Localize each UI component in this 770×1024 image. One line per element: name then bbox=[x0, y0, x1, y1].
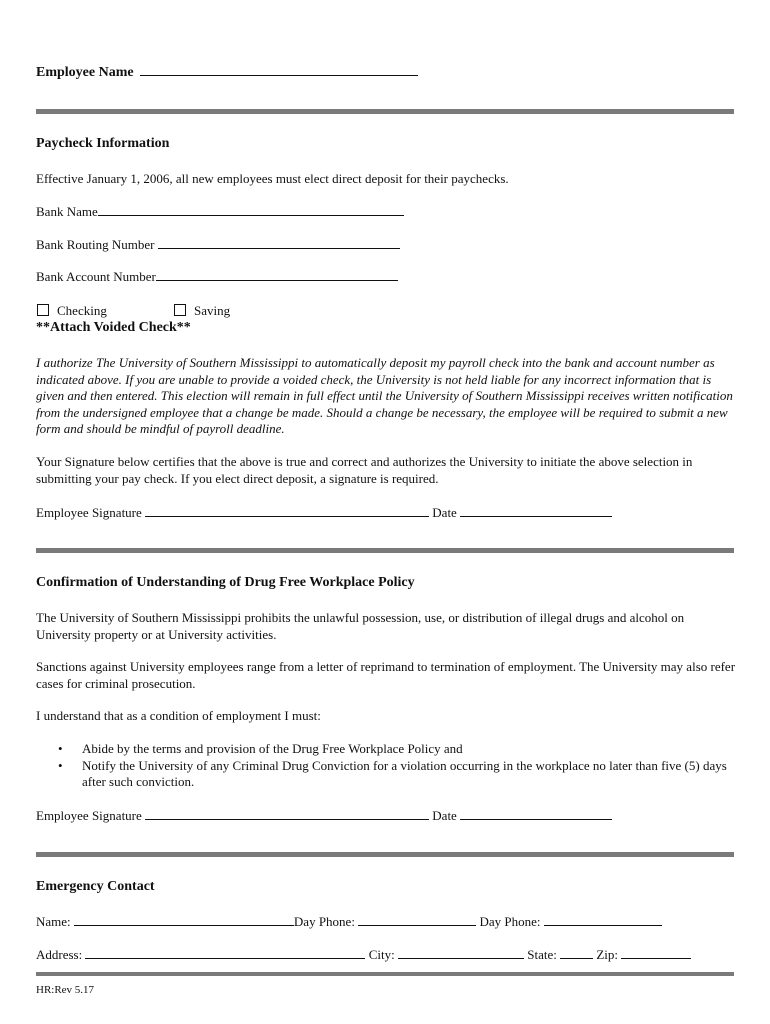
name-label: Name: bbox=[36, 914, 71, 929]
bank-name-label: Bank Name bbox=[36, 204, 98, 219]
list-item bbox=[36, 741, 736, 758]
day-phone-label: Day Phone: bbox=[293, 914, 355, 929]
bullet-marker: • bbox=[58, 741, 63, 756]
drug-policy-para1: The University of Southern Mississippi prohibits the unlawful possession, use, or distribution of illegal drugs and alcohol on University property or at University activities. bbox=[36, 610, 685, 642]
name-field[interactable] bbox=[74, 914, 294, 926]
drug-policy-para3: I understand that as a condition of employment I must: bbox=[36, 708, 321, 723]
city-label: City: bbox=[368, 947, 395, 962]
date-label: Date bbox=[432, 505, 457, 520]
section-divider bbox=[36, 852, 734, 857]
signature-field[interactable] bbox=[145, 808, 429, 820]
state-label: State: bbox=[527, 947, 557, 962]
authorization-text: I authorize The University of Southern Mississippi to automatically deposit my payroll check into the bank and account number as indicated above. If you are unable to provide a voided check, the University is not held liable for any incorrect information that is given and then entered. This election will remain in full effect until the University of Southern Mississippi receives written notification from the undersigned employee that a change be made. Should a change be necessary, the employee will be required to submit a new form and should be mindful of payroll deadline. bbox=[36, 355, 733, 436]
checking-label: Checking bbox=[57, 303, 107, 318]
account-field[interactable] bbox=[156, 269, 398, 281]
bullet-text: Abide by the terms and provision of the Drug Free Workplace Policy and bbox=[82, 741, 463, 756]
routing-label: Bank Routing Number bbox=[36, 237, 155, 252]
signature-label: Employee Signature bbox=[36, 808, 142, 823]
state-field[interactable] bbox=[560, 947, 593, 959]
section-divider bbox=[36, 109, 734, 114]
emergency-heading: Emergency Contact bbox=[36, 879, 155, 894]
routing-row bbox=[36, 237, 400, 253]
day-phone2-field[interactable] bbox=[544, 914, 662, 926]
list-item bbox=[36, 758, 732, 791]
city-field[interactable] bbox=[398, 947, 524, 959]
emergency-name-row bbox=[36, 914, 662, 930]
bank-name-row bbox=[36, 204, 404, 220]
signature-label: Employee Signature bbox=[36, 505, 142, 520]
routing-field[interactable] bbox=[158, 237, 400, 249]
form-revision: HR:Rev 5.17 bbox=[36, 984, 95, 996]
signature-field[interactable] bbox=[145, 505, 429, 517]
date-label: Date bbox=[432, 808, 457, 823]
date-field[interactable] bbox=[460, 808, 612, 820]
bank-name-field[interactable] bbox=[98, 204, 404, 216]
saving-option[interactable] bbox=[174, 303, 230, 319]
zip-label: Zip: bbox=[596, 947, 619, 962]
footer-divider bbox=[36, 972, 734, 976]
checking-checkbox[interactable] bbox=[37, 304, 49, 316]
saving-label: Saving bbox=[194, 303, 231, 318]
day-phone-field[interactable] bbox=[358, 914, 476, 926]
attach-voided-check: **Attach Voided Check** bbox=[36, 320, 191, 335]
drug-policy-bullets bbox=[36, 741, 736, 791]
bullet-marker: • bbox=[58, 757, 63, 773]
section-divider bbox=[36, 548, 734, 553]
account-label: Bank Account Number bbox=[36, 269, 156, 284]
drug-signature-row bbox=[36, 808, 612, 824]
saving-checkbox[interactable] bbox=[174, 304, 186, 316]
emergency-address-row bbox=[36, 947, 691, 963]
employee-name-row bbox=[36, 64, 418, 81]
day-phone2-label: Day Phone: bbox=[479, 914, 541, 929]
certify-text: Your Signature below certifies that the above is true and correct and authorizes the University to initiate the above selection in submitting your pay check. If you elect direct deposit, a signature is required. bbox=[36, 454, 693, 486]
zip-field[interactable] bbox=[621, 947, 691, 959]
paycheck-signature-row bbox=[36, 505, 612, 521]
employee-name-label: Employee Name bbox=[36, 65, 134, 80]
employee-name-field[interactable] bbox=[140, 64, 418, 76]
date-field[interactable] bbox=[460, 505, 612, 517]
address-label: Address: bbox=[36, 947, 83, 962]
checking-option[interactable] bbox=[37, 303, 107, 319]
address-field[interactable] bbox=[85, 947, 365, 959]
drug-policy-heading: Confirmation of Understanding of Drug Free Workplace Policy bbox=[36, 575, 415, 590]
paycheck-heading: Paycheck Information bbox=[36, 136, 170, 151]
account-row bbox=[36, 269, 398, 285]
drug-policy-para2: Sanctions against University employees range from a letter of reprimand to termination of employment. The University may also refer cases for criminal prosecution. bbox=[36, 659, 736, 691]
effective-text: Effective January 1, 2006, all new employees must elect direct deposit for their paychecks. bbox=[36, 171, 509, 186]
bullet-text: Notify the University of any Criminal Drug Conviction for a violation occurring in the workplace no later than five (5) days after such conviction. bbox=[82, 757, 727, 789]
